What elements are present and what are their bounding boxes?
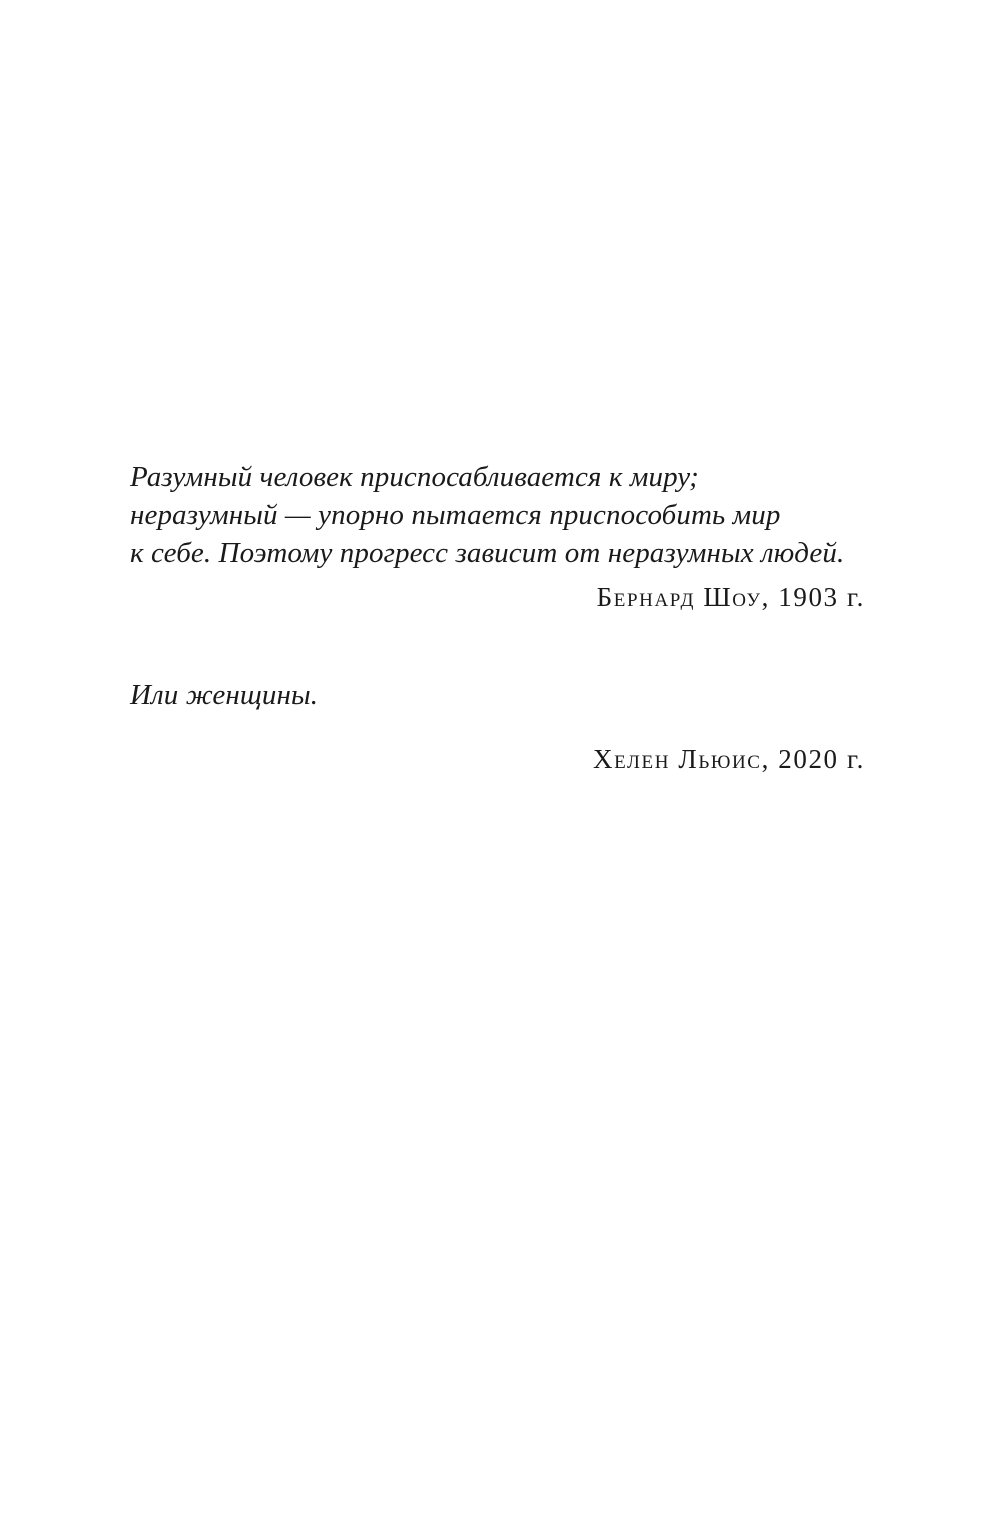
author-name: Бернард Шоу [596, 582, 762, 612]
attribution-year: , 2020 г. [761, 744, 865, 774]
attribution-shaw [130, 578, 865, 616]
quote-line: Или женщины. [130, 679, 319, 711]
quote-line: к себе. Поэтому прогресс зависит от неразумных людей. [130, 537, 845, 569]
attribution-lewis [130, 740, 865, 778]
epigraph-shaw [130, 458, 865, 616]
attribution-year: , 1903 г. [761, 582, 865, 612]
quote-line: Разумный человек приспосабливается к миру; [130, 461, 699, 493]
author-name: Хелен Льюис [593, 744, 762, 774]
epigraph-lewis [130, 676, 865, 778]
quote-line: неразумный — упорно пытается приспособить мир [130, 499, 781, 531]
